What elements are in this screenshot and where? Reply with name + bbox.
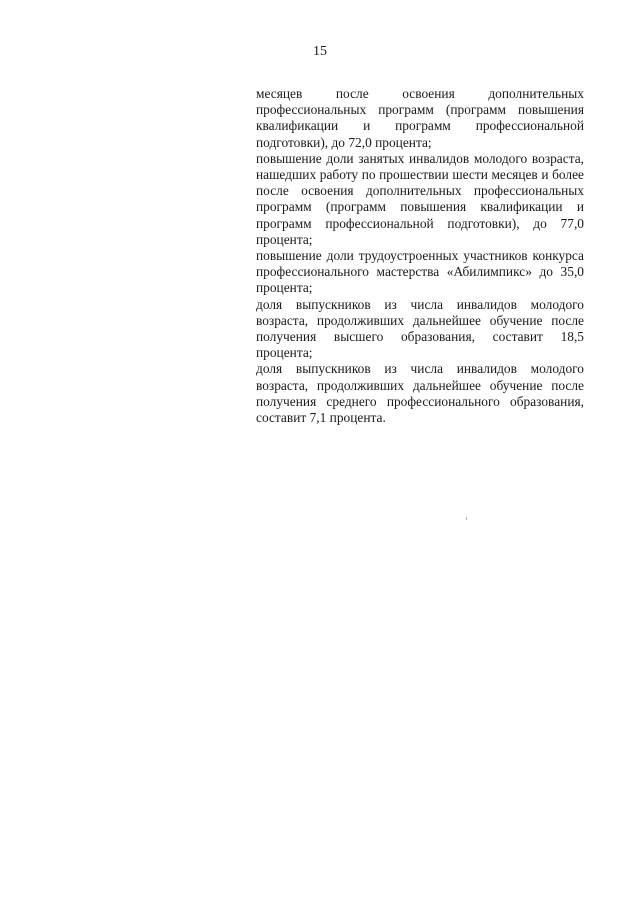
- paragraph-higher-education: доля выпускников из числа инвалидов молодого возраста, продолживших дальнейшее обучение после получения высшего образования, составит 18,5 процента;: [256, 296, 584, 361]
- paragraph-abilympics: повышение доли трудоустроенных участников конкурса профессионального мастерства «Абилимпикс» до 35,0 процента;: [256, 248, 584, 296]
- paragraph-continuation: месяцев после освоения дополнительных профессиональных программ (программ повышения квалификации и программ профессиональной подготовки), до 72,0 процента;: [256, 86, 584, 150]
- document-body: [256, 86, 584, 426]
- scan-artifact: [466, 517, 467, 520]
- paragraph-secondary-vocational: доля выпускников из числа инвалидов молодого возраста, продолживших дальнейшее обучение после получения среднего профессионального образования, составит 7,1 процента.: [256, 361, 584, 426]
- paragraph-employed-share: повышение доли занятых инвалидов молодого возраста, нашедших работу по прошествии шести месяцев и более после освоения дополнительных профессиональных программ (программ повышения квалификации и программ профессиональной подготовки), до 77,0 процента;: [256, 150, 584, 247]
- page-number: 15: [313, 44, 327, 59]
